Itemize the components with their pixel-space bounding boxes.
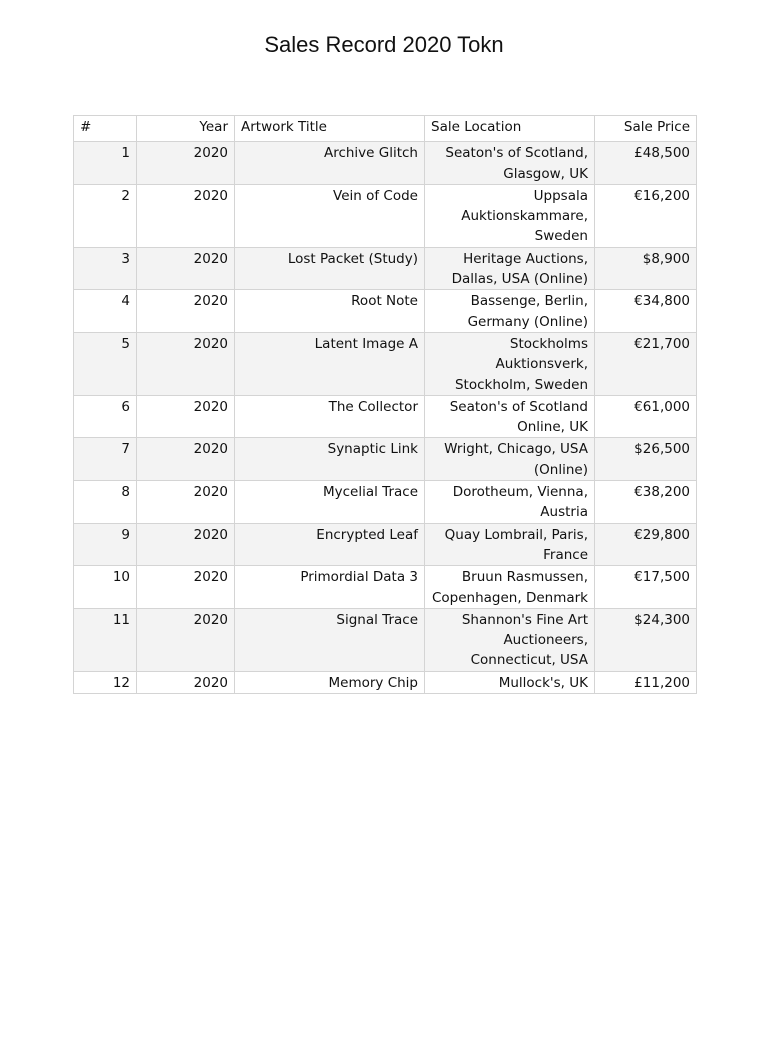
cell-artwork-title: Latent Image A: [235, 332, 425, 395]
cell-artwork-title: Mycelial Trace: [235, 481, 425, 524]
cell-number: 1: [74, 142, 137, 185]
table-row: [74, 481, 697, 524]
cell-number: 8: [74, 481, 137, 524]
table-row: [74, 290, 697, 333]
cell-sale-location: Seaton's of Scotland, Glasgow, UK: [425, 142, 595, 185]
cell-year: 2020: [137, 671, 235, 693]
header-sale-price: Sale Price: [595, 116, 697, 142]
cell-artwork-title: Encrypted Leaf: [235, 523, 425, 566]
cell-number: 12: [74, 671, 137, 693]
table-row: [74, 523, 697, 566]
cell-number: 7: [74, 438, 137, 481]
cell-year: 2020: [137, 523, 235, 566]
cell-sale-location: Shannon's Fine Art Auctioneers, Connecticut, USA: [425, 608, 595, 671]
cell-sale-price: $8,900: [595, 247, 697, 290]
table-row: [74, 142, 697, 185]
cell-year: 2020: [137, 566, 235, 609]
table-row: [74, 566, 697, 609]
table-row: [74, 438, 697, 481]
cell-number: 2: [74, 184, 137, 247]
cell-sale-price: £48,500: [595, 142, 697, 185]
cell-number: 6: [74, 395, 137, 438]
table-row: [74, 184, 697, 247]
cell-year: 2020: [137, 395, 235, 438]
cell-sale-location: Bassenge, Berlin, Germany (Online): [425, 290, 595, 333]
cell-artwork-title: Memory Chip: [235, 671, 425, 693]
cell-year: 2020: [137, 481, 235, 524]
cell-artwork-title: Lost Packet (Study): [235, 247, 425, 290]
cell-sale-location: Stockholms Auktionsverk, Stockholm, Sweden: [425, 332, 595, 395]
cell-artwork-title: The Collector: [235, 395, 425, 438]
cell-artwork-title: Primordial Data 3: [235, 566, 425, 609]
cell-sale-location: Uppsala Auktionskammare, Sweden: [425, 184, 595, 247]
table-row: [74, 332, 697, 395]
cell-year: 2020: [137, 438, 235, 481]
table-row: [74, 247, 697, 290]
cell-sale-location: Seaton's of Scotland Online, UK: [425, 395, 595, 438]
page-title: Sales Record 2020 Tokn: [264, 32, 504, 57]
cell-artwork-title: Archive Glitch: [235, 142, 425, 185]
cell-sale-price: €61,000: [595, 395, 697, 438]
table-row: [74, 395, 697, 438]
cell-number: 9: [74, 523, 137, 566]
cell-sale-price: €29,800: [595, 523, 697, 566]
cell-artwork-title: Vein of Code: [235, 184, 425, 247]
header-year: Year: [137, 116, 235, 142]
cell-sale-location: Mullock's, UK: [425, 671, 595, 693]
cell-sale-location: Heritage Auctions, Dallas, USA (Online): [425, 247, 595, 290]
cell-number: 3: [74, 247, 137, 290]
cell-year: 2020: [137, 290, 235, 333]
header-row: [74, 116, 697, 142]
cell-sale-price: €34,800: [595, 290, 697, 333]
cell-sale-price: €21,700: [595, 332, 697, 395]
cell-sale-price: €17,500: [595, 566, 697, 609]
cell-number: 5: [74, 332, 137, 395]
cell-sale-location: Quay Lombrail, Paris, France: [425, 523, 595, 566]
cell-sale-price: €16,200: [595, 184, 697, 247]
cell-sale-price: €38,200: [595, 481, 697, 524]
cell-year: 2020: [137, 608, 235, 671]
cell-year: 2020: [137, 332, 235, 395]
cell-number: 4: [74, 290, 137, 333]
cell-sale-location: Wright, Chicago, USA (Online): [425, 438, 595, 481]
table-body: [74, 142, 697, 694]
cell-sale-location: Dorotheum, Vienna, Austria: [425, 481, 595, 524]
cell-artwork-title: Root Note: [235, 290, 425, 333]
table-row: [74, 608, 697, 671]
cell-sale-price: $26,500: [595, 438, 697, 481]
cell-sale-price: $24,300: [595, 608, 697, 671]
cell-artwork-title: Signal Trace: [235, 608, 425, 671]
sales-table: [73, 115, 697, 694]
cell-artwork-title: Synaptic Link: [235, 438, 425, 481]
cell-sale-location: Bruun Rasmussen, Copenhagen, Denmark: [425, 566, 595, 609]
cell-number: 11: [74, 608, 137, 671]
cell-sale-price: £11,200: [595, 671, 697, 693]
cell-year: 2020: [137, 184, 235, 247]
cell-number: 10: [74, 566, 137, 609]
header-artwork-title: Artwork Title: [235, 116, 425, 142]
cell-year: 2020: [137, 247, 235, 290]
cell-year: 2020: [137, 142, 235, 185]
header-number: #: [74, 116, 137, 142]
header-sale-location: Sale Location: [425, 116, 595, 142]
table-row: [74, 671, 697, 693]
